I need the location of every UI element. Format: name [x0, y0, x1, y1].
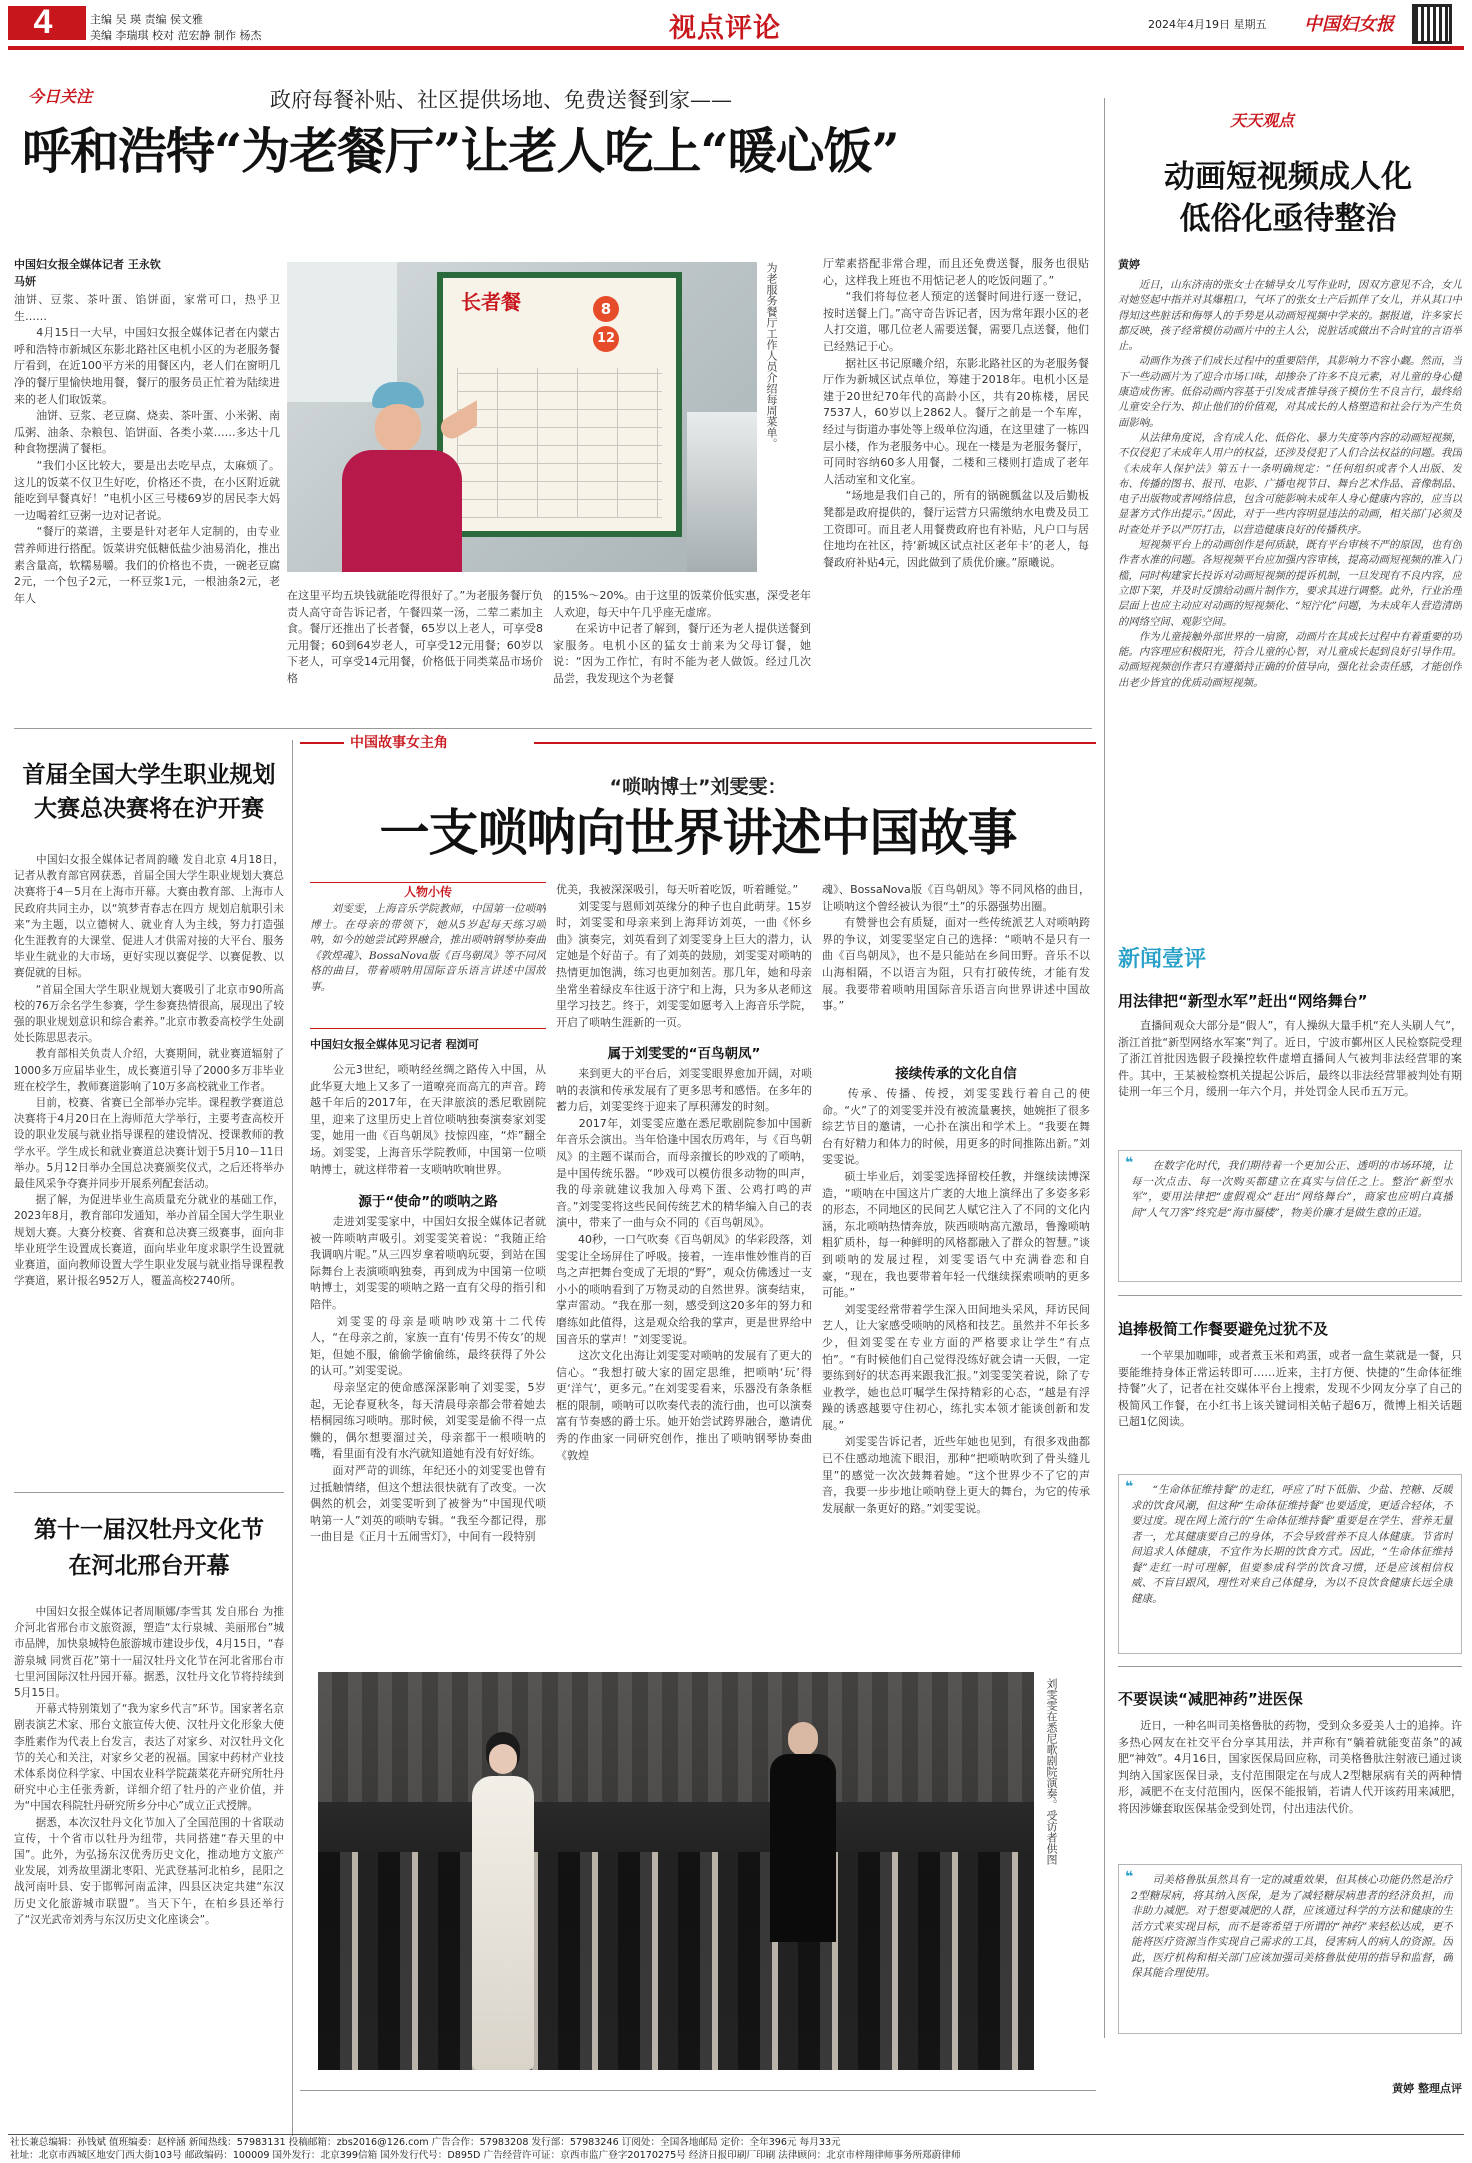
feature-subhead-2: 属于刘雯雯的“百鸟朝凤”	[607, 1046, 761, 1062]
bio-text: 刘雯雯，上海音乐学院教师，中国第一位唢呐博士。在母亲的带领下，她从5岁起每天练习唢呐，如今的她尝试跨界融合，推出唢呐钢琴协奏曲《敦煌魂》、BossaNova版《百鸟朝凤》等不同风格的曲目，带着唢呐用国际音乐语言讲述中国故事。	[310, 903, 546, 993]
comment-sign: 黄婷 整理点评	[1392, 2082, 1462, 2095]
c1-title: 用法律把“新型水军”赶出“网络舞台”	[1118, 992, 1368, 1010]
divider-c2	[1118, 1295, 1462, 1296]
page-number: 4	[33, 3, 53, 41]
feature-photo-caption: 刘雯雯在悉尼歌剧院演奏。受访者供图	[1045, 1678, 1058, 1865]
divider-left	[14, 1492, 284, 1493]
opinion-headline: 动画短视频成人化 低俗化亟待整治	[1164, 159, 1412, 237]
header-rule	[8, 46, 1464, 50]
lead-byline-1: 中国妇女报全媒体记者 王永钦	[14, 258, 161, 271]
lead-col-2: 在这里平均五块钱就能吃得很好了。”为老服务餐厅负责人高守奇告诉记者，午餐四菜一汤，二荤二素加主食。餐厅还推出了长者餐，65岁以上老人，可享受8元用餐；60到64岁老人，可享受12元用餐；60岁以下老人，可享受14元用餐，价格低于同类菜品市场价格	[287, 589, 543, 685]
section-title: 视点评论	[669, 13, 781, 42]
left-body-1: 中国妇女报全媒体记者周韵曦 发自北京 4月18日，记者从教育部官网获悉，首届全国大学生职业规划大赛总决赛将于4－5月在上海市开幕。大赛由教育部、上海市人民政府共同主办，以“筑梦青春志在四方 规划启航职引未来”为主题，以立德树人、就业育人为主线，努力打造强化生涯教育的大课堂、促进人才供需对接的大平台、服务毕业生就业的大市场，更好实现以赛促学、以赛促教、以赛促就的目标。 “首届全国大学生职业规划大赛吸引了北京市90所高校的76万余名学生参赛，学生参赛热情很高，展现出了较强的职业规划意识和综合素养。”北京市教委高校学生处副处长陈思思表示。 教育部相关负责人介绍，大赛期间，就业赛道辐射了1000多万应届毕业生，成长赛道引导了2000多万非毕业班在校学生，教师赛道影响了10万多高校就业工作者。 目前，校赛、省赛已全部举办完毕。课程教学赛道总决赛将于4月20日在上海师范大学举行，主要考查高校开设的职业发展与就业指导课程的建设情况、授课教师的教学水平。学生成长和就业赛道总决赛计划于5月10－11日举办。5月12日举办全国总决赛颁奖仪式，之后还将举办最佳风采争夺赛并同步开展系列配套活动。 据了解，为促进毕业生高质量充分就业的基础工作，2023年8月，教育部印发通知，举办首届全国大学生职业规划大赛。大赛分校赛、省赛和总决赛三级赛事，面向非毕业班学生设置成长赛道，面向毕业年度求职学生设置就业赛道，面向教师设置大学生职业发展与就业指导课程教学赛道，累计报名952万人，覆盖高校2740所。	[14, 854, 284, 1288]
lead-headline: 呼和浩特“为老餐厅”让老人吃上“暖心饭”	[22, 122, 899, 180]
lead-photo-caption: 为老服务餐厅工作人员介绍每周菜单。	[765, 262, 778, 449]
feature-byline: 中国妇女报全媒体见习记者 程浏可	[310, 1038, 479, 1051]
left-headline-1: 首届全国大学生职业规划 大赛总决赛将在沪开赛	[22, 761, 276, 822]
footer-rule	[8, 2134, 1464, 2135]
bio-label: 人物小传	[310, 882, 546, 900]
bio-divider	[310, 1028, 546, 1029]
column-tag-daily-view: 天天观点	[1230, 111, 1295, 130]
column-tag-china-story: 中国故事女主角	[344, 732, 534, 754]
c1-quote: 在数字化时代，我们期待着一个更加公正、透明的市场环境，让每一次点击、每一次购买都建立在真实与信任之上。整治“新型水军”，要用法律把“虚假观众”赶出“网络舞台”，商家也应明白真播间“人气刀客”终究是“海市蜃楼”，物美价廉才是做生意的正道。	[1131, 1160, 1453, 1219]
photo-window	[287, 262, 397, 402]
c1-quote-box	[1118, 1150, 1462, 1282]
photo-conductor	[758, 1722, 848, 1942]
divider-right-column	[1104, 98, 1105, 2038]
feature-subhead-3: 接续传承的文化自信	[895, 1066, 1017, 1082]
issue-date: 2024年4月19日 星期五	[1148, 18, 1267, 31]
lead-col-4: 厅荤素搭配非常合理，而且还免费送餐，服务也很贴心，这样我上班也不用惦记老人的吃饭问题了。” “我们将每位老人预定的送餐时间进行逐一登记，按时送餐上门。”高守奇告诉记者，因为常年跟小区的老人打交道，哪几位老人需要送餐，需要几点送餐，他们已经熟记于心。 据社区书记原曦介绍，东影北路社区的为老服务餐厅作为新城区试点单位，筹建于2018年。电机小区是建于20世纪70年代的高龄小区，共有20栋楼，居民7537人，60岁以上2862人。餐厅之前是一个车库，经过与街道办事处等上级单位沟通，在这里建了一栋四层小楼，作为老服务中心。现在一楼是为老服务餐厅，可同时容纳60多人用餐，二楼和三楼则打造成了老年人活动室和文化室。 “场地是我们自己的，所有的锅碗瓢盆以及后勤板凳都是政府提供的，餐厅运营方只需缴纳水电费及员工工资即可。而且老人用餐费政府也有补贴，凡户口与居住地均在社区，持‘新城区试点社区老年卡’的老人，每餐政府补贴4元，因此做到了质优价廉。”原曦说。	[823, 257, 1089, 569]
poster-title: 长者餐	[461, 290, 521, 314]
quote-mark-icon-3: ❝	[1125, 1869, 1134, 1883]
feature-col-3: 魂》、BossaNova版《百鸟朝凤》等不同风格的曲目，让唢呐这个曾经被认为很“土”的乐器强势出圈。 有赞誉也会有质疑，面对一些传统派艺人对唢呐跨界的争议，刘雯雯坚定自己的选择：“唢呐不是只有一曲《百鸟朝凤》，也不是只能站在乡间田野。音乐不以山海相隔，不以语言为阻，只有打破传统，才能有发展。我要带着唢呐用国际音乐语言向世界讲述中国故事。”	[822, 883, 1090, 1013]
footer-line-1: 社长兼总编辑：孙钱斌 值班编委：赵梓涵 新闻热线：57983131 投稿邮箱：zbs2016@126.com 广告合作：57983208 发行部：57983246 订阅处：全国各地邮局 定价：全年396元 每月33元	[10, 2137, 841, 2148]
feature-frame-bottom	[300, 2090, 1096, 2091]
c3-quote: 司美格鲁肽虽然具有一定的减重效果，但其核心功能仍然是治疗2型糖尿病，将其纳入医保，是为了减轻糖尿病患者的经济负担，而非助力减肥。对于想要减肥的人群，应该通过科学的方法和健康的生活方式来实现目标，而不是寄希望于所谓的“神药”来轻松达成，更不能将医疗资源当作实现自己需求的工具，侵害病人的病人的资源。因此，医疗机构和相关部门应该加强司美格鲁肽使用的指导和监督，确保其能合理使用。	[1131, 1874, 1453, 1979]
divider-c3	[1118, 1666, 1462, 1667]
quote-mark-icon: ❝	[1125, 1155, 1134, 1169]
c2-body: 一个苹果加咖啡，或者煮玉米和鸡蛋，或者一盒生菜就是一餐，只要能维持身体正常运转即可……近来，主打方便、快捷的“生命体征维持餐”火了，记者在社交媒体平台上搜索，发现不少网友分享了自己的极简风工作餐，在小红书上该关键词相关帖子超6万，微博上相关话题已超1亿阅读。	[1118, 1349, 1462, 1429]
photo-soloist	[458, 1732, 548, 2070]
photo-worker	[327, 382, 477, 572]
lead-col-1: 油饼、豆浆、茶叶蛋、馅饼面，家常可口，热乎卫生…… 4月15日一大早，中国妇女报全媒体记者在内蒙古呼和浩特市新城区东影北路社区电机小区的为老服务餐厅看到，在近100平方米的用餐区内，老人们在窗明几净的餐厅里愉快地用餐，餐厅的服务员正忙着为陆续进来的老人们取饭菜。 油饼、豆浆、老豆腐、烧卖、茶叶蛋、小米粥、南瓜粥、油条、杂粮包、馅饼面、各类小菜……多达十几种食物摆满了餐柜。 “我们小区比较大，要是出去吃早点，太麻烦了。这儿的饭菜不仅卫生好吃，价格还不贵，在小区附近就能吃到早餐真好！”电机小区三号楼69岁的居民李大妈一边喝着红豆粥一边对记者说。 “餐厅的菜谱，主要是针对老年人定制的，由专业营养师进行搭配。饭菜讲究低糖低盐少油易消化，推出素含量高，软糯易嚼。我们的价格也不贵，一碗老豆腐2元，一个包子2元，一杯豆浆1元，一根油条2元，老年人	[14, 293, 280, 605]
c3-body: 近日，一种名叫司美格鲁肽的药物，受到众多爱美人士的追捧。许多热心网友在社交平台分享其用法，并声称有“躺着就能变苗条”的减肥“神效”。4月16日，国家医保局回应称，司美格鲁肽注射液已通过谈判纳入国家医保目录，支付范围限定在与成人2型糖尿病有关的两种情形，减肥不在支付范围内，医保不能报销，若请人代开该药用来减肥，将因涉嫌套取医保基金受到处罚，付出违法代价。	[1118, 1719, 1462, 1815]
feature-col-1: 公元3世纪，唢呐经丝绸之路传入中国，从此华夏大地上又多了一道嘹亮而高亢的声音。跨越千年后的2017年，在天津旅滨的悉尼歌剧院里，迎来了这里历史上首位唢呐独奏演奏家刘雯雯，她用一曲《百鸟朝凤》技惊四座，“炸”翻全场。刘雯雯，上海音乐学院教师，中国第一位唢呐博士，就这样带着一支唢呐吹响世界。	[310, 1063, 546, 1176]
editor-credits-2: 美编 李瑞琪 校对 范宏静 制作 杨杰	[90, 29, 262, 42]
feature-col-1b: 走进刘雯雯家中，中国妇女报全媒体记者就被一阵唢呐声吸引。刘雯雯笑着说：“我随正给我调吶片呢。”从三四岁拿着唢吶玩耍，到站在国际舞台上表演唢吶独奏，再到成为中国第一位唢呐博士，刘雯雯的唢呐之路一直有父母的指引和陪伴。 刘雯雯的母亲是唢呐吵戏第十二代传人，“在母亲之前，家族一直有‘传男不传女’的规矩，但她不服，偷偷学偷偷练，最终获得了外公的认可。”刘雯雯说。 母亲坚定的使命感深深影响了刘雯雯，5岁起，无论春夏秋冬，每天清晨母亲都会带着她去梧桐园练习唢呐。那时候，刘雯雯是偷不得一点懒的，偶尔想要溜过关，母亲都干一根唢呐的嘴，看里面有没有水汽就知道她有没有好好练。 面对严苛的训练，年纪还小的刘雯雯也曾有过抵触情绪，但这个想法很快就有了改变。一次偶然的机会，刘雯雯听到了被誉为“中国现代唢呐第一人”刘英的唢呐专辑。“我至今都记得，那一曲目是《正月十五闹雪灯》，中间有一段特别	[310, 1215, 546, 1544]
photo-kitchen-steel	[687, 412, 757, 572]
c2-quote: “生命体征维持餐”的走红，呼应了时下低脂、少盐、控糖、反暖求的饮食风潮，但这种“生命体征维持餐”也要适度，更适合轻体，不要过度。现在网上流行的“生命体征维持餐”重要是在学生、营养无量者一，尤其健康要自己的身体，不会导致营养不良人体健康。节省时间追求人体健康，不宜作为长期的饮食方式。因此，“生命体征维持餐”走红一时可理解，但要参成科学的饮食习惯，还是应该相信权威、不盲目跟风，理性对来自己体健身，为以不良饮食健康长远全康健康。	[1131, 1484, 1453, 1605]
feature-col-3b: 传承、传播、传授，刘雯雯践行着自己的使命。“火”了的刘雯雯并没有被流量裹挟，她婉拒了很多综艺节目的邀请，一心扑在演出和学术上。“我要在舞台有好精力和体力的时候，用更多的时间推陈出新。”刘雯雯说。 硕士毕业后，刘雯雯选择留校任教，并继续读博深造，“唢呐在中国这片广袤的大地上演绎出了多姿多彩的形态，不同地区的民间艺人赋它注入了不同的文化内涵，东北唢呐热情奔放，陕西唢呐高亢激昂，鲁豫唢呐粗犷质朴，每一种鲜明的风格都融入了群众的智慧。”谈到唢呐的发展过程，刘雯雯语气中充满眷恋和自豪，“现在，我也要带着年轻一代继续探索唢呐的更多可能。” 刘雯雯经常带着学生深入田间地头采风，拜访民间艺人，让大家感受唢呐的风格和技艺。虽然并不年长多少，但刘雯雯在专业方面的严格要求让学生“有点怕”。“有时候他们自己觉得没练好就会请一天假，一定要练到好的状态再来跟我汇报。”刘雯雯笑着说，除了专业教学，她也总叮嘱学生保持精彩的心态，“越是有浮躁的诱惑越要守住初心，练扎实本领才能谈创新和发展。” 刘雯雯告诉记者，近些年她也见到，有很多戏曲都已不住感动地流下眼泪，那种“把唢呐吹到了骨头缝儿里”的感觉一次次鼓舞着她。“这个世界少不了它的声音，我要一步步地让唢呐登上更大的舞台，为它的传承发展献一条更好的路。”刘雯雯说。	[822, 1087, 1090, 1515]
quote-mark-icon-2: ❝	[1125, 1479, 1134, 1493]
poster-price-a: 8	[593, 296, 619, 322]
c2-title: 追捧极简工作餐要避免过犹不及	[1118, 1320, 1329, 1338]
opinion-body: 近日，山东济南的张女士在辅导女儿写作业时，因双方意见不合，女儿对她竖起中指并对其爆粗口，气坏了的张女士产后抓伴了女儿，并从其口中得知这些脏话和侮辱人的手势是从动画短视频中学来的。据报道，许多家长都反映，孩子经常模仿动画片中的主人公，说脏话或做出不合时宜的言语举止。 动画作为孩子们成长过程中的重要陪伴，其影响力不容小觑。然而，当下一些动画片为了迎合市场口味，却掺杂了许多不良元素，对儿童的身心健康造成伤害。低俗动画内容基于引发成者推导孩子模仿生不良言行，最终给儿童安全行为、抑止他们的价值观，对其成长的人格塑造和社会行为产生负面影响。 从法律角度说，含有成人化、低俗化、暴力失度等内容的动画短视频，不仅侵犯了未成年人用户的权益，还涉及侵犯了人们合法权益的问题。我国《未成年人保护法》第五十一条明确规定：“任何组织或者个人出版、发布、传播的图书、报刊、电影、广播电视节目、舞台艺术作品、音像制品、电子出版物或者网络信息，包含可能影响未成年人身心健康内容的，应当以显著方式作出提示。”因此，对于一些内容明显违法的动画，相关部门必须及时查处并予以严厉打击，以营造健康良好的传播秩序。 短视频平台上的动画创作是何质缺，既有平台审核不严的原因，也有创作者水准的问题。各短视频平台应加强内容审核，提高动画短视频的准入门槛，同时构建家长投诉对动画短视频的提诉机制，一旦发现有不良内容，应立即下架，并及时反馈给动画片制作方，要求其进行调整。此外，行业治理层面上也应主动应对动画的短视频化、“短泞化”问题，为未成年人营造清朗的网络空间、观影空间。 作为儿童接触外部世界的一扇窗，动画片在其成长过程中有着重要的功能。内容理应积极阳光，符合儿童的心智，对儿童成长起到良好引导作用。动画短视频创作者只有遵循持正确的价值导向，强化社会责任感，才能创作出老少皆宜的优质动画短视频。	[1118, 279, 1462, 689]
lead-kicker: 政府每餐补贴、社区提供场地、免费送餐到家——	[270, 88, 732, 112]
feature-col-2: 优美，我被深深吸引，每天听着吃饭，听着睡觉。” 刘雯雯与恩师刘英缘分的种子也自此萌芽。15岁时，刘雯雯和母亲来到上海拜访刘英，一曲《怀乡曲》演奏完，刘英看到了刘雯雯身上巨大的潜力，认定她是个好苗子。有了刘英的鼓励，刘雯雯对唢呐的热情更加饱满，练习也更加刻苦。那几年，她和母亲坐常坐着绿皮车往返于济宁和上海，只为多从老师这里学习技艺。终于，刘雯雯如愿考入上海音乐学院，开启了唢呐生涯新的一页。	[556, 883, 812, 1029]
c2-quote-box	[1118, 1474, 1462, 1654]
feature-subhead-1: 源于“使命”的唢呐之路	[358, 1194, 498, 1210]
left-body-2: 中国妇女报全媒体记者周顺娜/李雪其 发自邢台 为推介河北省邢台市文旅资源，塑造“太行泉城、美丽邢台”城市品牌，加快泉城特色旅游城市建设步伐，4月15日，“春游泉城 同赏百花”第十一届汉牡丹文化节在河北省邢台市七里河国际汉牡丹园开幕。据悉，汉牡丹文化节将持续到5月15日。 开幕式特别策划了“我为家乡代言”环节。国家著名京剧表演艺术家、邢台文旅宣传大使、汉牡丹文化形象大使李胜素作为代表上台发言，表达了对家乡、对汉牡丹文化节的关心和关注，对家乡父老的祝福。国家中药材产业技术体系岗位科学家、中国农业科学院蔬菜花卉研究所牡丹研究中心主任张秀新，详细介绍了牡丹的产业价值，并为“中国农科院牡丹研究所乡分中心”成立正式授牌。 据悉，本次汉牡丹文化节加入了全国范围的十省联动宣传，十个省市以牡丹为纽带，共同搭建“春天里的中国”。此外，为弘扬东汉优秀历史文化，推动地方文旅产业发展，刘秀故里湖北枣阳、光武登基河北柏乡，昆阳之战河南叶县、安于邯郸河南孟津，四县区决定共建“东汉历史文化旅游城市联盟”。当天下午，在柏乡县还举行了“汉光武帝刘秀与东汉历史文化座谈会”。	[14, 1606, 284, 1926]
lead-photo-menu	[287, 262, 757, 572]
c3-title: 不要误读“减肥神药”进医保	[1118, 1690, 1303, 1708]
feature-photo-concert	[318, 1672, 1034, 2070]
feature-kicker: “唢呐博士”刘雯雯：	[609, 776, 787, 798]
poster-menu-table	[457, 368, 662, 518]
editor-credits-1: 主编 吴 瑛 责编 侯文雅	[90, 13, 203, 26]
c3-quote-box	[1118, 1864, 1462, 2034]
left-headline-2: 第十一届汉牡丹文化节 在河北邢台开幕	[34, 1516, 264, 1579]
footer-line-2: 社址：北京市西城区地安门西大街103号 邮政编码：100009 国外发行：北京399信箱 国外发行代号：D895D 广告经营许可证：京西市监广登字20170275号 经济日报印刷厂印刷 法律顾问：北京市梓翔律师事务所郑蔚律师	[10, 2150, 961, 2161]
comment-section-tag: 新闻壹评	[1118, 946, 1207, 972]
poster-price-b: 12	[593, 326, 619, 352]
lead-byline-2: 马妍	[14, 275, 36, 288]
opinion-byline: 黄婷	[1118, 258, 1140, 271]
paper-logo: 中国妇女报	[1304, 14, 1394, 35]
divider-left-column	[292, 740, 293, 2136]
divider-lead-bottom	[14, 728, 1092, 729]
lead-col-3: 的15%～20%。由于这里的饭菜价低实惠，深受老年人欢迎，每天中午几乎座无虚席。 在采访中记者了解到，餐厅还为老人提供送餐到家服务。电机小区的猛女士前来为父母订餐，她说：“因为工作忙，有时不能为老人做饭。经过几次品尝，我发现这个为老餐	[553, 589, 811, 685]
feature-headline: 一支唢呐向世界讲述中国故事	[379, 803, 1017, 862]
column-tag-today-focus: 今日关注	[28, 87, 93, 106]
feature-col-2b: 来到更大的平台后，刘雯雯眼界愈加开阔，对唢呐的表演和传承发展有了更多思考和感悟。在多年的蓄力后，刘雯雯终于迎来了厚积薄发的时刻。 2017年，刘雯雯应邀在悉尼歌剧院参加中国新年音乐会演出。当年恰逢中国农历鸡年，与《百鸟朝凤》的主题不谋而合，而母亲擅长的吵戏的了唢呐，是中国传统乐器。“吵戏可以模仿很多动物的叫声，我的母亲就建议我加入母鸡下蛋、公鸡打鸣的声音。”刘雯雯将这些民间传统艺术的精华编入自己的表演中，带来了一曲与众不同的《百鸟朝凤》。 40秒，一口气吹奏《百鸟朝凤》的华彩段落，刘雯雯让全场屏住了呼吸。接着，一连串惟妙惟肖的百鸟之声把舞台变成了无垠的“野”，观众仿佛透过一支小小的唢呐看到了万物灵动的自然世界。演奏结束，掌声雷动。“我在那一刻，感受到这20多年的努力和磨练如此值得，这是观众给我的掌声，更是世界给中国音乐的掌声！”刘雯雯说。 这次文化出海让刘雯雯对唢呐的发展有了更大的信心。“我想打破大家的固定思维，把唢呐‘玩’得更‘洋气’，更多元。”在刘雯雯看来，乐器没有条条框框的限制，唢呐可以吹奏代表的流行曲，也可以演奏富有节奏感的爵士乐。她开始尝试跨界融合，邀请优秀的作曲家一同研究创作，推出了唢呐钢琴协奏曲《敦煌	[556, 1067, 812, 1462]
photo-stage-ribs	[318, 1672, 1034, 1802]
page-header	[0, 0, 1472, 48]
c1-body: 直播间观众大部分是“假人”，有人操纵大量手机“充人头刷人气”，浙江首批“新型网络水军案”判了。近日，宁波市鄞州区人民检察院受理了浙江首批因选假子段操控软件虚增直播间人气被判非法经营罪的案件。其中，王某被检察机关提起公诉后，最终以非法经营罪被判处有期徒刑一年三个月，缓刑一年六个月，并处罚金人民币五万元。	[1118, 1019, 1462, 1099]
qr-code	[1412, 4, 1452, 44]
photo-orchestra	[318, 1852, 1034, 2070]
